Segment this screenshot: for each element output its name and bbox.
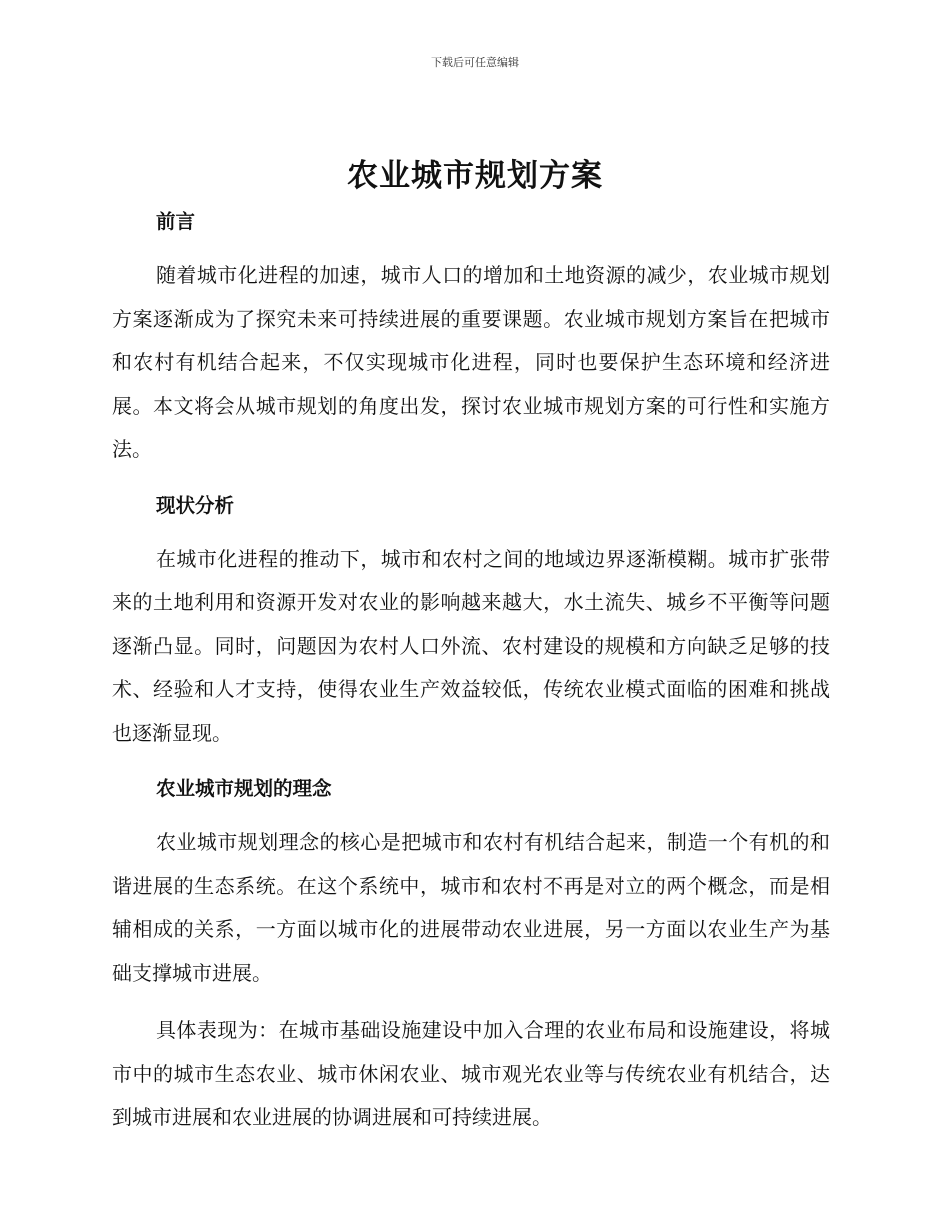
header-note: 下载后可任意编辑 [431,56,519,69]
section-preface [112,202,830,472]
paragraph: 随着城市化进程的加速，城市人口的增加和土地资源的减少，农业城市规划方案逐渐成为了探究未来可持续进展的重要课题。农业城市规划方案旨在把城市和农村有机结合起来，不仅实现城市化进程，同时也要保护生态环境和经济进展。本文将会从城市规划的角度出发，探讨农业城市规划方案的可行性和实施方法。 [112,263,830,461]
section-heading: 现状分析 [156,493,235,517]
paragraph: 具体表现为：在城市基础设施建设中加入合理的农业布局和设施建设，将城市中的城市生态农业、城市休闲农业、城市观光农业等与传统农业有机结合，达到城市进展和农业进展的协调进展和可持续进展。 [112,1018,830,1129]
document-body [112,202,830,1154]
section-status-analysis [112,486,830,756]
document-title: 农业城市规划方案 [347,158,603,194]
section-planning-concept [112,769,830,1140]
paragraph: 在城市化进程的推动下，城市和农村之间的地域边界逐渐模糊。城市扩张带来的土地利用和资源开发对农业的影响越来越大，水土流失、城乡不平衡等问题逐渐凸显。同时，问题因为农村人口外流、农村建设的规模和方向缺乏足够的技术、经验和人才支持，使得农业生产效益较低，传统农业模式面临的困难和挑战也逐渐显现。 [112,546,830,745]
section-heading: 前言 [156,210,196,233]
section-heading: 农业城市规划的理念 [156,777,332,800]
paragraph: 农业城市规划理念的核心是把城市和农村有机结合起来，制造一个有机的和谐进展的生态系统。在这个系统中，城市和农村不再是对立的两个概念，而是相辅相成的关系，一方面以城市化的进展带动农业进展，另一方面以农业生产为基础支撑城市进展。 [112,830,830,985]
